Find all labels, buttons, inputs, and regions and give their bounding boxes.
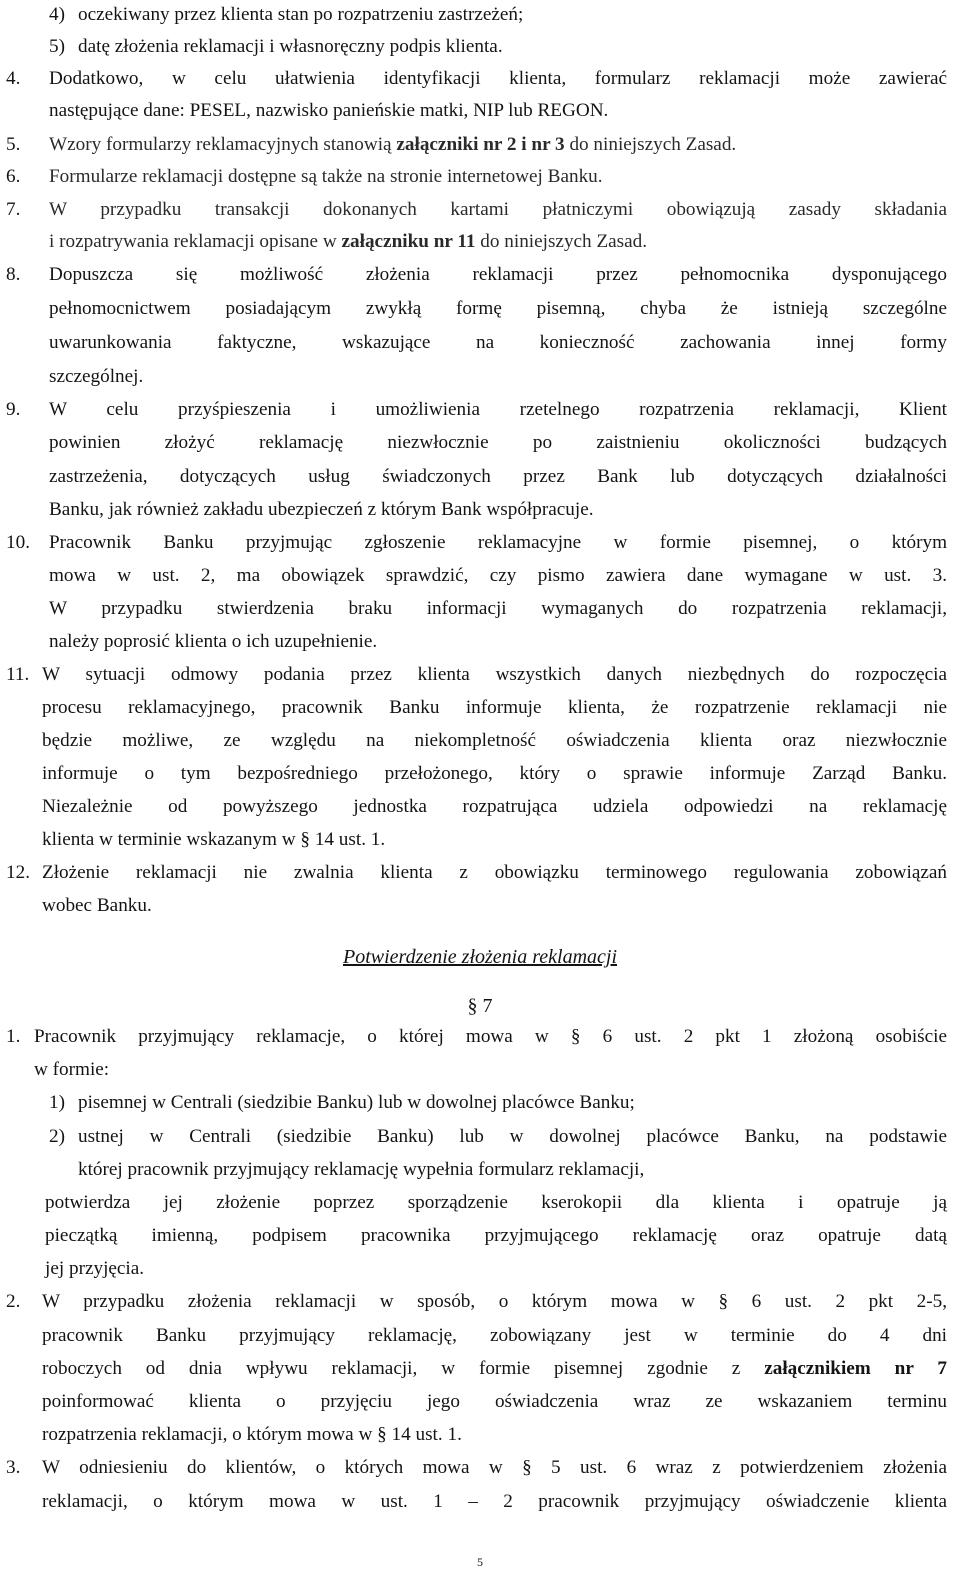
text-run: do niniejszych Zasad. [564,134,737,155]
list-item-line: mowa w ust. 2, ma obowiązek sprawdzić, czy pismo zawiera dane wymagane w ust. 3. [49,565,947,586]
list-item-number: 9. [6,399,21,420]
list-item-number: 6. [6,166,21,187]
list-item-line: Formularze reklamacji dostępne są także na stronie internetowej Banku. [49,166,603,187]
text-run: roboczych od dnia wpływu reklamacji, w formie pisemnej zgodnie z [42,1358,765,1379]
list-item-number: 3. [6,1457,21,1478]
list-item-line [42,1358,947,1380]
sub-item-number: 5) [49,36,65,57]
sub-item-number: 1) [49,1092,65,1113]
list-item-number: 11. [6,664,30,685]
list-item-number: 8. [6,264,21,285]
sub-item-text: pisemnej w Centrali (siedzibie Banku) lub w dowolnej placówce Banku; [78,1092,635,1113]
list-item-number: 12. [6,862,30,883]
list-item-line: Złożenie reklamacji nie zwalnia klienta z obowiązku terminowego regulowania zobowiązań [42,862,947,883]
list-item-line [49,134,736,156]
sub-item-text: oczekiwany przez klienta stan po rozpatrzeniu zastrzeżeń; [78,4,524,25]
sub-item-line: ustnej w Centrali (siedzibie Banku) lub w dowolnej placówce Banku, na podstawie [78,1126,947,1147]
bold-reference: załącznikiem nr 7 [764,1358,947,1379]
text-run: Wzory formularzy reklamacyjnych stanowią [49,134,397,155]
sub-item-number: 2) [49,1126,65,1147]
section-number: § 7 [467,995,493,1017]
list-item-line: następujące dane: PESEL, nazwisko panieńskie matki, NIP lub REGON. [49,100,609,121]
list-item-line: klienta w terminie wskazanym w § 14 ust. 1. [42,829,386,850]
sub-item-text: datę złożenia reklamacji i własnoręczny podpis klienta. [78,36,503,57]
list-item-line: Pracownik Banku przyjmując zgłoszenie reklamacyjne w formie pisemnej, o którym [49,532,947,553]
list-item-line: pracownik Banku przyjmujący reklamację, zobowiązany jest w terminie do 4 dni [42,1325,947,1346]
list-item-line [49,231,647,253]
list-item-line: potwierdza jej złożenie poprzez sporządzenie kserokopii dla klienta i opatruje ją [45,1192,947,1213]
list-item-line: rozpatrzenia reklamacji, o którym mowa w § 14 ust. 1. [42,1424,462,1445]
list-item-line: szczególnej. [49,366,144,387]
list-item-line: poinformować klienta o przyjęciu jego oświadczenia wraz ze wskazaniem terminu [42,1391,947,1412]
list-item-line: pieczątką imienną, podpisem pracownika przyjmującego reklamację oraz opatruje datą [45,1225,947,1246]
list-item-line: uwarunkowania faktyczne, wskazujące na konieczność zachowania innej formy [49,332,947,353]
list-item-number: 10. [6,532,30,553]
list-item-line: W odniesieniu do klientów, o których mowa w § 5 ust. 6 wraz z potwierdzeniem złożenia [42,1457,947,1478]
section-heading: Potwierdzenie złożenia reklamacji [342,946,618,968]
list-item-line: Dopuszcza się możliwość złożenia reklamacji przez pełnomocnika dysponującego [49,264,947,285]
bold-reference: załączniki nr 2 i nr 3 [396,134,565,155]
list-item-line: Niezależnie od powyższego jednostka rozpatrująca udziela odpowiedzi na reklamację [42,796,947,817]
list-item-line: reklamacji, o którym mowa w ust. 1 – 2 pracownik przyjmujący oświadczenie klienta [42,1491,947,1512]
list-item-line: informuje o tym bezpośredniego przełożonego, który o sprawie informuje Zarząd Banku. [42,763,947,784]
list-item-line: będzie możliwe, ze względu na niekompletność oświadczenia klienta oraz niezwłocznie [42,730,947,751]
list-item-line: należy poprosić klienta o ich uzupełnienie. [49,631,378,652]
list-item-line: powinien złożyć reklamację niezwłocznie po zaistnieniu okoliczności budzących [49,432,947,453]
page-number: 5 [477,1555,483,1569]
list-item-line: W przypadku złożenia reklamacji w sposób, o którym mowa w § 6 ust. 2 pkt 2-5, [42,1291,947,1312]
list-item-number: 5. [6,134,21,155]
list-item-number: 7. [6,199,21,220]
list-item-number: 1. [6,1026,21,1047]
list-item-line: Dodatkowo, w celu ułatwienia identyfikacji klienta, formularz reklamacji może zawierać [49,68,947,89]
list-item-line: procesu reklamacyjnego, pracownik Banku informuje klienta, że rozpatrzenie reklamacji nie [42,697,947,718]
list-item-number: 4. [6,68,21,89]
sub-item-number: 4) [49,4,65,25]
list-item-number: 2. [6,1291,21,1312]
list-item-line: W przypadku transakcji dokonanych kartami płatniczymi obowiązują zasady składania [49,199,947,220]
list-item-line: jej przyjęcia. [45,1258,145,1279]
list-item-line: pełnomocnictwem posiadającym zwykłą formę pisemną, chyba że istnieją szczególne [49,298,947,319]
list-item-line: Banku, jak również zakładu ubezpieczeń z którym Bank współpracuje. [49,499,594,520]
list-item-line: W przypadku stwierdzenia braku informacji wymaganych do rozpatrzenia reklamacji, [49,598,947,619]
list-item-line: W sytuacji odmowy podania przez klienta wszystkich danych niezbędnych do rozpoczęcia [42,664,947,685]
list-item-line: Pracownik przyjmujący reklamacje, o której mowa w § 6 ust. 2 pkt 1 złożoną osobiście [34,1026,947,1047]
bold-reference: załączniku nr 11 [341,231,476,252]
list-item-line: w formie: [34,1059,110,1080]
sub-item-line: której pracownik przyjmujący reklamację wypełnia formularz reklamacji, [78,1159,645,1180]
text-run: i rozpatrywania reklamacji opisane w [49,231,342,252]
list-item-line: W celu przyśpieszenia i umożliwienia rzetelnego rozpatrzenia reklamacji, Klient [49,399,947,420]
text-run: do niniejszych Zasad. [475,231,648,252]
list-item-line: zastrzeżenia, dotyczących usług świadczonych przez Bank lub dotyczących działalności [49,466,947,487]
list-item-line: wobec Banku. [42,895,152,916]
